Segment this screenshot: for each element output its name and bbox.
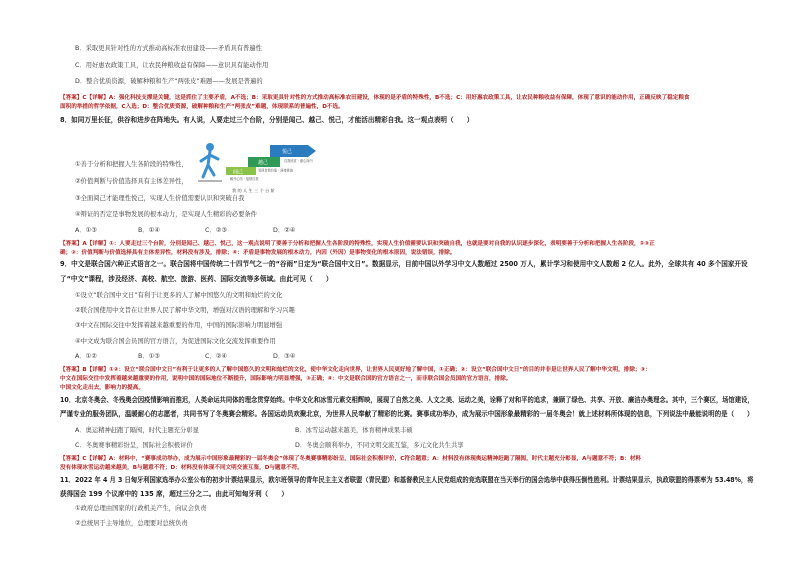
- figure-caption: 我 的 人 生 三 个 台 阶: [232, 188, 275, 193]
- q9-option-4: ④中文成为联合国会员国的官方语言，为促进国际文化交流发挥重要作用: [75, 338, 276, 345]
- q10-answer-line1: 【答案】C【详解】A：材料中，“赛事成功举办，成为展示中国形象最精彩的一届冬奥会”体现了冬奥赛事精彩纷呈，国际社会积极评价，C符合题意；A：材料没有体现奥运精神赶跑了隔阂，时代主题充分彰显，A与题意不符；B：材料: [60, 456, 642, 462]
- q11-stem: 11．2022 年 4 月 3 日匈牙利国家选举办公室公布的初步计票结果显示，欧尔班领导的青年民主主义者联盟（青民盟）和基督教民主人民党组成的竞选联盟在当天举行的国会选举中获得压倒性胜利。计票结果显示，执政联盟的得票率为 53.48%，将: [60, 476, 754, 484]
- q9-choice-d: D．③④: [273, 353, 296, 360]
- q8-option-4: ④辩证的否定是事物发展的根本动力，是实现人生精彩的必要条件: [75, 211, 257, 218]
- q10-option-b: B．冰雪运动越来越美，体育精神成果丰硕: [295, 427, 413, 434]
- q9-choice-c: C．②④: [205, 353, 227, 360]
- step-3-note: 自我欣赏 · 潜心向内: [284, 159, 313, 163]
- q10-option-a: A．奥运精神赶跑了隔阂，时代主题充分彰显: [75, 427, 199, 434]
- steps-illustration: [196, 137, 334, 199]
- q10-option-d: D．冬奥会顺利举办，不同文明交流互鉴，多元文化共生共享: [295, 442, 464, 449]
- q8-stem: 8．如同万里长征，供谷和进步在阵地失。有人说，人要走过三个台阶，分别是闻己、越己、悦己，才能活出精彩自我。这一观点表明（ ）: [60, 116, 474, 124]
- q11-stem-2: 获得国会 199 个议席中的 135 席，超过三分之二。由此可知匈牙利（ ）: [60, 490, 288, 498]
- q7-option-b: B．采取更具针对性的方式推动高标准农田建设——矛盾具有普遍性: [75, 45, 262, 52]
- q8-option-2: ②价值判断与价值选择具有主体差异性，: [75, 178, 188, 185]
- q8-choice-b: B．①④: [138, 227, 160, 234]
- q9-answer-line3: 中国文化走出去，影响力的提高。: [60, 385, 144, 391]
- q10-stem: 10．北京冬奥会、冬残奥会因疫情影响而推迟，人类命运共同体的理念贯穿始终。中华文化和冰雪元素交相辉映，展现了自然之美、人文之美、运动之美，诠释了对和平的追求，兼顾了绿色、共享、开放、廉洁办奥理念。其中，三个赛区，场馆建设，: [60, 396, 754, 404]
- q10-stem-2: 严谨专业的服务团队，温暖耐心的志愿者，共同书写了冬奥赛会精彩。各国运动员欢聚北京，为世界人民奉献了精彩的比赛。赛事成功举办，成为展示中国形象最精彩的一届冬奥会！就上述材料所体现的信息，下列说法中最能说明的是（ ）: [60, 410, 754, 418]
- step-2-label: 越己: [258, 160, 269, 166]
- q9-stem: 9．中文是联合国六种正式语言之一。联合国将中国传统二十四节气之一的“谷雨”日定为“联合国中文日”。数据显示，目前中国以外学习中文人数超过 2500 万人，累计学习和使用中文人数超 2 亿人。此外，全球共有 40 多个国家开设: [60, 260, 748, 268]
- q7-option-d: D．整合优质资源，破解种粮和生产“两张皮”难题——发展是普遍的: [75, 78, 263, 85]
- three-steps-figure: [196, 137, 334, 199]
- q8-answer-line2: 确；②：价值判断与价值选择具有主体差异性，材料没有涉及，排除；④：矛盾是事物发展的根本动力，内因（外因）是事物变化的根本原因，说法错误，排除。: [60, 250, 456, 256]
- step-1-label: 闻己: [233, 169, 244, 176]
- q8-option-3: ③全面阅己才能理性悦己，实现人生价值需要认识和突破自我: [75, 195, 245, 202]
- step-2-note: 发现自我价值 · 迎接挑战: [258, 168, 293, 173]
- q9-option-1: ①设立“联合国中文日”有利于让更多的人了解中国悠久的文明和灿烂的文化: [75, 292, 283, 299]
- q9-answer-line1: 【答案】B【详解】①②：设立“联合国中文日”有利于让更多的人了解中国悠久的文明和灿烂的文化，使中华文化走向世界，让世界人民更好地了解中国，①正确；②：设立“联合国中文日”的目的并非是让世界人民了解中华文明，排除；③：: [60, 367, 651, 373]
- step-arrow-icon: [308, 145, 316, 157]
- step-1-note: 解开心结 · 接纳自我: [230, 177, 259, 181]
- q10-answer-line2: 没有体现冰雪运动越来越美，B与题意不符；D：材料没有体现不同文明交流互鉴，D与题意不符。: [60, 465, 303, 471]
- q8-answer-line1: 【答案】A【详解】①：人要走过三个台阶，分别是闻己、越己、悦己，这一观点说明了要善于分析和把握人生各阶段的特殊性，实现人生价值需要认识和突破自我，也就是要对自我的认识逐步深化，表明要善于分析和把握人生各阶段，①③正: [60, 241, 655, 247]
- q9-option-2: ②联合国使用中文旨在让世界人民了解中华文明，增强对汉语的理解和学习兴趣: [75, 307, 295, 314]
- q8-choice-c: C．②③: [205, 227, 227, 234]
- q9-choice-a: A．①②: [75, 353, 97, 360]
- q9-answer-line2: 中文在国际交往中发挥着越来越重要的作用，说明中国的国际地位不断提升，国际影响力明显增强，③正确；④：中文是联合国的官方语言之一，而非联合国会员国的官方语言，排除。: [60, 376, 512, 382]
- step-3-label: 悦己: [282, 149, 293, 155]
- q7-option-c: C．用好惠农政策工具，让农民种粮收益有保障——意识具有能动作用: [75, 62, 269, 69]
- q9-stem-2: 了“中文”课程，涉及经济、高校、航空、旅游、医药、国际交流等多领域。由此可见（ ）: [60, 275, 333, 283]
- q7-answer-line2: 面积的举措的哲学依据，C入选；D：整合优质资源，破解种粮和生产“两张皮”难题，体现联系的普遍性，D不选。: [60, 104, 344, 110]
- q9-choice-b: B．①③: [138, 353, 160, 360]
- q11-option-1: ①政府总理由国家的行政机关产生，向议会负责: [75, 505, 207, 512]
- q8-option-1: ①善于分析和把握人生各阶段的特殊性，: [75, 161, 188, 168]
- q7-answer-line1: 【答案】C【详解】A：强化科技支撑是关键，这是抓住了主要矛盾，A不选；B：采取更具针对性的方式推动高标准农田建设，体现的是矛盾的特殊性，B不选；C：用好惠农政策工具，让农民种粮收益有保障，体现了意识的能动作用，正确反映了稳定粮食: [60, 95, 690, 101]
- q8-choice-d: D．②④: [273, 227, 296, 234]
- q9-option-3: ③中文在国际交往中发挥着越来越重要的作用，中国的国际影响力明显增强: [75, 322, 283, 329]
- q10-option-c: C．冬奥赛事精彩纷呈，国际社会积极评价: [75, 442, 193, 449]
- q11-option-2: ②总统居于主导地位，总理要对总统负责: [75, 520, 188, 527]
- climber-icon: [198, 143, 222, 181]
- q8-choice-a: A．①③: [75, 227, 97, 234]
